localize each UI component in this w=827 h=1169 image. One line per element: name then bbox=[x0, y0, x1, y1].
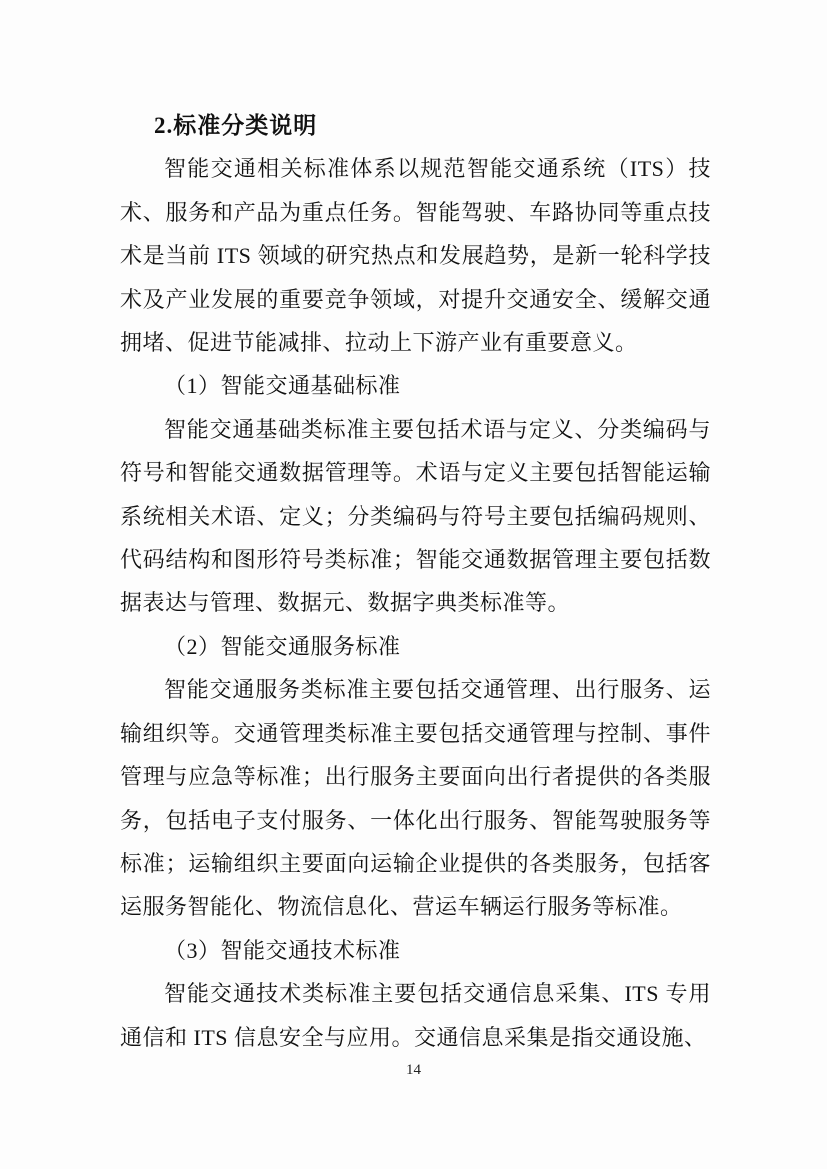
paragraph-technology-standards: 智能交通技术类标准主要包括交通信息采集、ITS 专用通信和 ITS 信息安全与应用。交通信息采集是指交通设施、 bbox=[120, 981, 711, 1050]
section-heading: 2.标准分类说明 bbox=[154, 113, 318, 138]
paragraph-basic-standards: 智能交通基础类标准主要包括术语与定义、分类编码与符号和智能交通数据管理等。术语与定义主要包括智能运输系统相关术语、定义；分类编码与符号主要包括编码规则、代码结构和图形符号类标准；智能交通数据管理主要包括数据表达与管理、数据元、数据字典类标准等。 bbox=[120, 416, 711, 616]
subheading-service-standards: （2）智能交通服务标准 bbox=[164, 633, 401, 659]
paragraph-service-standards: 智能交通服务类标准主要包括交通管理、出行服务、运输组织等。交通管理类标准主要包括交通管理与控制、事件管理与应急等标准；出行服务主要面向出行者提供的各类服务，包括电子支付服务、一体化出行服务、智能驾驶服务等标准；运输组织主要面向运输企业提供的各类服务，包括客运服务智能化、物流信息化、营运车辆运行服务等标准。 bbox=[120, 677, 711, 920]
subheading-technology-standards: （3）智能交通技术标准 bbox=[164, 937, 401, 963]
paragraph-intro: 智能交通相关标准体系以规范智能交通系统（ITS）技术、服务和产品为重点任务。智能驾驶、车路协同等重点技术是当前 ITS 领域的研究热点和发展趋势，是新一轮科学技术及产业发展的重要竞争领域，对提升交通安全、缓解交通拥堵、促进节能减排、拉动上下游产业有重要意义。 bbox=[120, 156, 711, 356]
document-content bbox=[120, 104, 711, 1059]
subheading-basic-standards: （1）智能交通基础标准 bbox=[164, 373, 401, 399]
page-number: 14 bbox=[406, 1062, 421, 1078]
